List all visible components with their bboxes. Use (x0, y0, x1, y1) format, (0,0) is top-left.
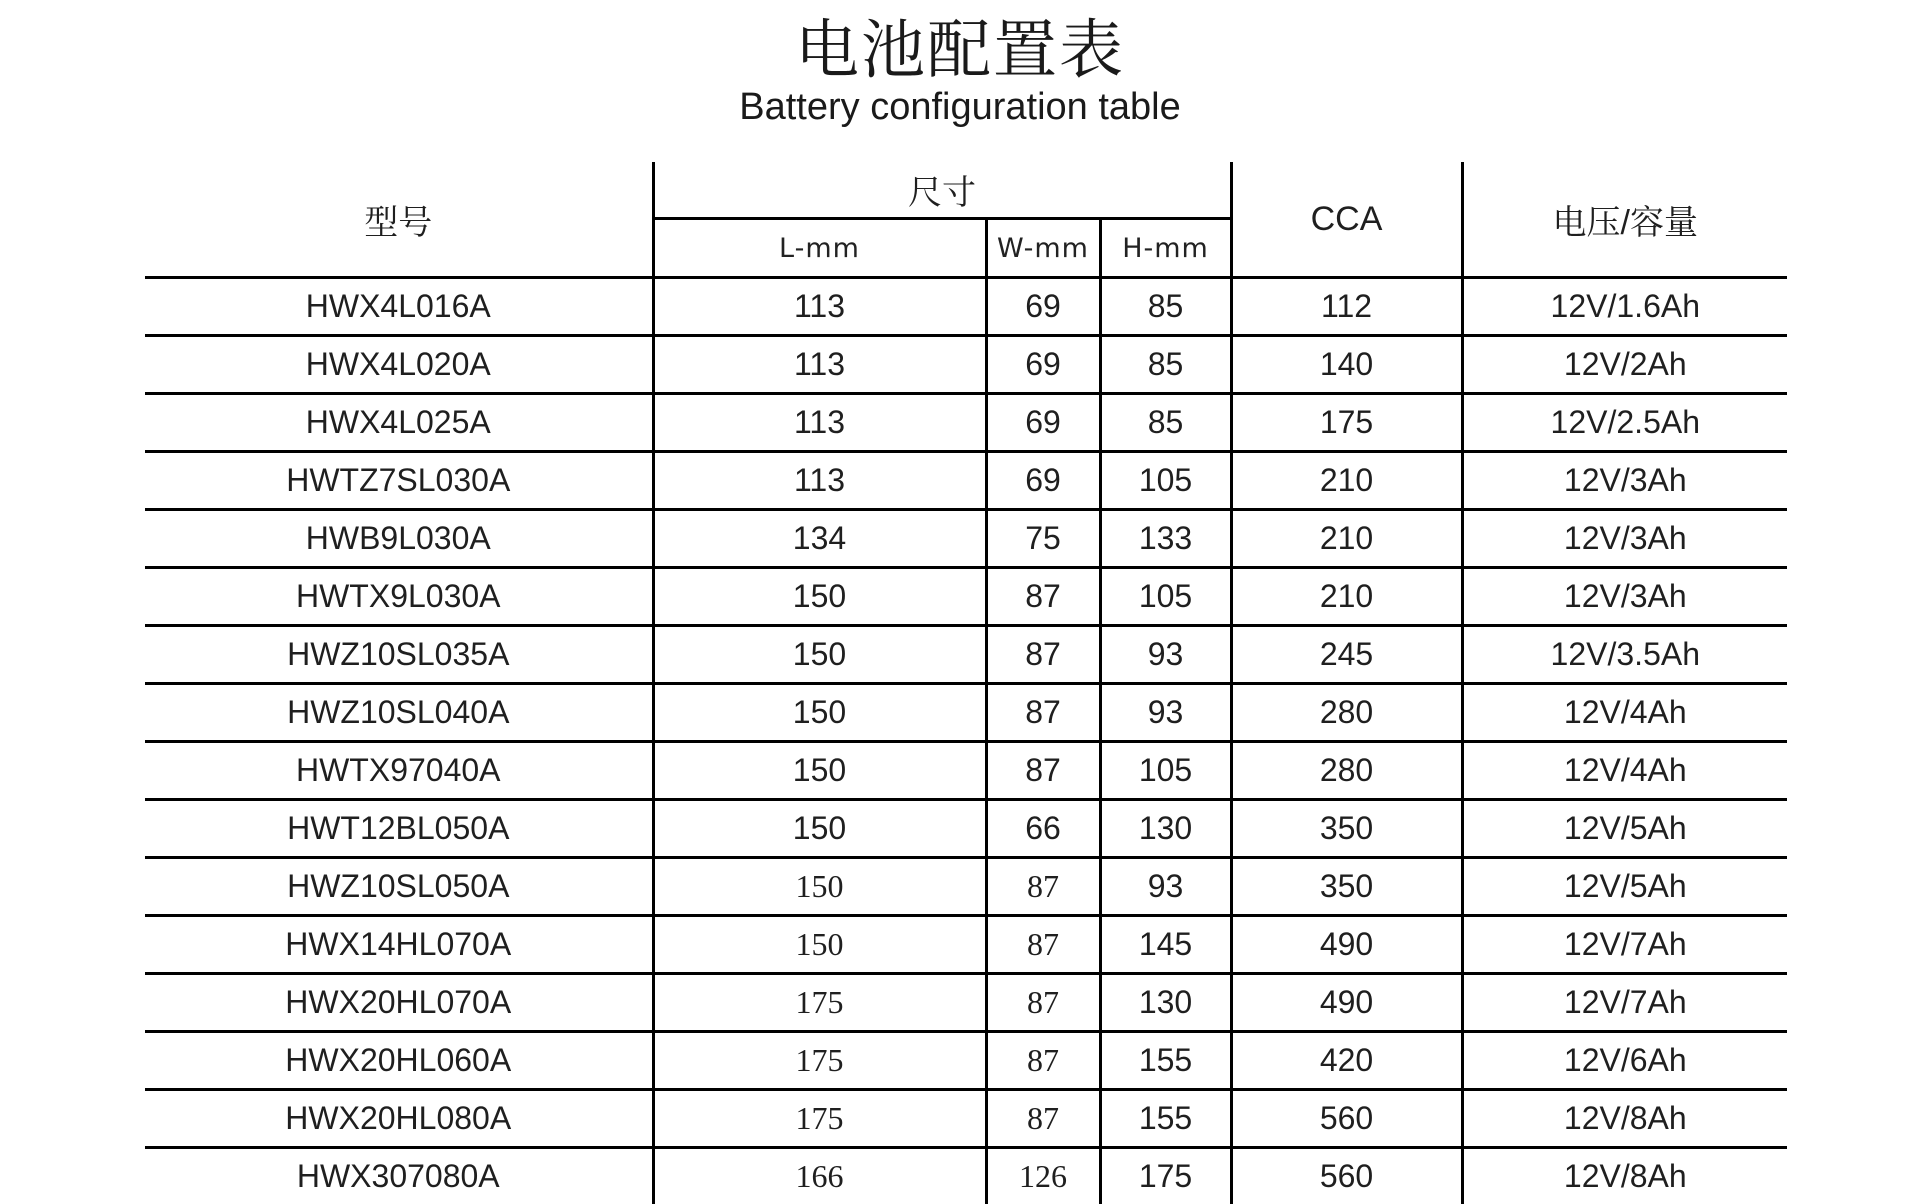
cell-voltage-capacity: 12V/3Ah (1462, 568, 1787, 626)
cell-width: 87 (986, 684, 1100, 742)
cell-width: 87 (986, 1090, 1100, 1148)
cell-width: 87 (986, 1032, 1100, 1090)
cell-cca: 350 (1231, 800, 1462, 858)
cell-length: 113 (653, 394, 986, 452)
cell-voltage-capacity: 12V/2Ah (1462, 336, 1787, 394)
cell-height: 85 (1100, 336, 1231, 394)
cell-width: 69 (986, 452, 1100, 510)
table-body (145, 278, 1787, 1204)
cell-model: HWTX97040A (145, 742, 653, 800)
cell-voltage-capacity: 12V/8Ah (1462, 1148, 1787, 1204)
cell-length: 150 (653, 684, 986, 742)
table-row (145, 1090, 1787, 1148)
cell-length: 175 (653, 974, 986, 1032)
table-row (145, 1148, 1787, 1204)
cell-voltage-capacity: 12V/7Ah (1462, 916, 1787, 974)
cell-model: HWX4L016A (145, 278, 653, 336)
cell-cca: 280 (1231, 684, 1462, 742)
battery-config-table (145, 162, 1787, 1204)
cell-length: 175 (653, 1090, 986, 1148)
page-title: 电池配置表 (0, 6, 1920, 96)
table-row (145, 684, 1787, 742)
cell-width: 69 (986, 394, 1100, 452)
cell-height: 133 (1100, 510, 1231, 568)
table-row (145, 278, 1787, 336)
cell-model: HWZ10SL040A (145, 684, 653, 742)
header-voltage-capacity: 电压/容量 (1462, 162, 1787, 278)
cell-width: 87 (986, 974, 1100, 1032)
header-width: W-mm (986, 219, 1100, 278)
cell-model: HWX20HL060A (145, 1032, 653, 1090)
cell-cca: 210 (1231, 452, 1462, 510)
cell-length: 166 (653, 1148, 986, 1204)
cell-voltage-capacity: 12V/5Ah (1462, 858, 1787, 916)
cell-height: 130 (1100, 974, 1231, 1032)
cell-voltage-capacity: 12V/5Ah (1462, 800, 1787, 858)
cell-model: HWZ10SL035A (145, 626, 653, 684)
cell-model: HWB9L030A (145, 510, 653, 568)
cell-cca: 112 (1231, 278, 1462, 336)
cell-length: 113 (653, 336, 986, 394)
cell-voltage-capacity: 12V/3Ah (1462, 452, 1787, 510)
cell-cca: 350 (1231, 858, 1462, 916)
cell-model: HWTZ7SL030A (145, 452, 653, 510)
cell-length: 175 (653, 1032, 986, 1090)
cell-height: 155 (1100, 1090, 1231, 1148)
header-length: L-mm (653, 219, 986, 278)
table-row (145, 916, 1787, 974)
cell-cca: 210 (1231, 568, 1462, 626)
cell-height: 105 (1100, 452, 1231, 510)
header-model: 型号 (145, 162, 653, 278)
cell-model: HWZ10SL050A (145, 858, 653, 916)
table-row (145, 336, 1787, 394)
cell-voltage-capacity: 12V/4Ah (1462, 684, 1787, 742)
cell-length: 150 (653, 568, 986, 626)
cell-height: 93 (1100, 684, 1231, 742)
cell-length: 150 (653, 858, 986, 916)
cell-length: 150 (653, 800, 986, 858)
cell-voltage-capacity: 12V/1.6Ah (1462, 278, 1787, 336)
cell-voltage-capacity: 12V/8Ah (1462, 1090, 1787, 1148)
cell-width: 69 (986, 278, 1100, 336)
header-cca: CCA (1231, 162, 1462, 278)
cell-height: 175 (1100, 1148, 1231, 1204)
cell-cca: 210 (1231, 510, 1462, 568)
cell-cca: 490 (1231, 974, 1462, 1032)
cell-height: 105 (1100, 568, 1231, 626)
cell-length: 150 (653, 916, 986, 974)
cell-cca: 560 (1231, 1148, 1462, 1204)
cell-model: HWX307080A (145, 1148, 653, 1204)
cell-height: 93 (1100, 858, 1231, 916)
cell-model: HWX4L020A (145, 336, 653, 394)
table-row (145, 1032, 1787, 1090)
cell-width: 87 (986, 742, 1100, 800)
table-row (145, 626, 1787, 684)
cell-width: 69 (986, 336, 1100, 394)
cell-cca: 245 (1231, 626, 1462, 684)
cell-height: 85 (1100, 278, 1231, 336)
cell-height: 105 (1100, 742, 1231, 800)
header-height: H-mm (1100, 219, 1231, 278)
cell-length: 113 (653, 278, 986, 336)
cell-width: 87 (986, 916, 1100, 974)
cell-height: 145 (1100, 916, 1231, 974)
cell-height: 85 (1100, 394, 1231, 452)
cell-height: 155 (1100, 1032, 1231, 1090)
cell-model: HWTX9L030A (145, 568, 653, 626)
cell-voltage-capacity: 12V/4Ah (1462, 742, 1787, 800)
table-row (145, 974, 1787, 1032)
cell-cca: 420 (1231, 1032, 1462, 1090)
cell-length: 134 (653, 510, 986, 568)
cell-width: 87 (986, 626, 1100, 684)
table-row (145, 394, 1787, 452)
cell-width: 87 (986, 568, 1100, 626)
cell-model: HWT12BL050A (145, 800, 653, 858)
cell-cca: 490 (1231, 916, 1462, 974)
table-row (145, 742, 1787, 800)
cell-width: 87 (986, 858, 1100, 916)
cell-voltage-capacity: 12V/6Ah (1462, 1032, 1787, 1090)
cell-height: 93 (1100, 626, 1231, 684)
header-size: 尺寸 (653, 162, 1231, 219)
cell-voltage-capacity: 12V/3Ah (1462, 510, 1787, 568)
cell-width: 75 (986, 510, 1100, 568)
table-row (145, 568, 1787, 626)
table-row (145, 452, 1787, 510)
cell-height: 130 (1100, 800, 1231, 858)
cell-model: HWX20HL070A (145, 974, 653, 1032)
cell-voltage-capacity: 12V/7Ah (1462, 974, 1787, 1032)
cell-cca: 140 (1231, 336, 1462, 394)
table-row (145, 800, 1787, 858)
table-row (145, 858, 1787, 916)
cell-voltage-capacity: 12V/3.5Ah (1462, 626, 1787, 684)
cell-width: 66 (986, 800, 1100, 858)
cell-model: HWX14HL070A (145, 916, 653, 974)
cell-length: 150 (653, 626, 986, 684)
cell-voltage-capacity: 12V/2.5Ah (1462, 394, 1787, 452)
cell-length: 113 (653, 452, 986, 510)
cell-model: HWX4L025A (145, 394, 653, 452)
cell-cca: 280 (1231, 742, 1462, 800)
cell-width: 126 (986, 1148, 1100, 1204)
cell-cca: 175 (1231, 394, 1462, 452)
page-subtitle: Battery configuration table (0, 82, 1920, 132)
cell-cca: 560 (1231, 1090, 1462, 1148)
table-row (145, 510, 1787, 568)
cell-model: HWX20HL080A (145, 1090, 653, 1148)
cell-length: 150 (653, 742, 986, 800)
